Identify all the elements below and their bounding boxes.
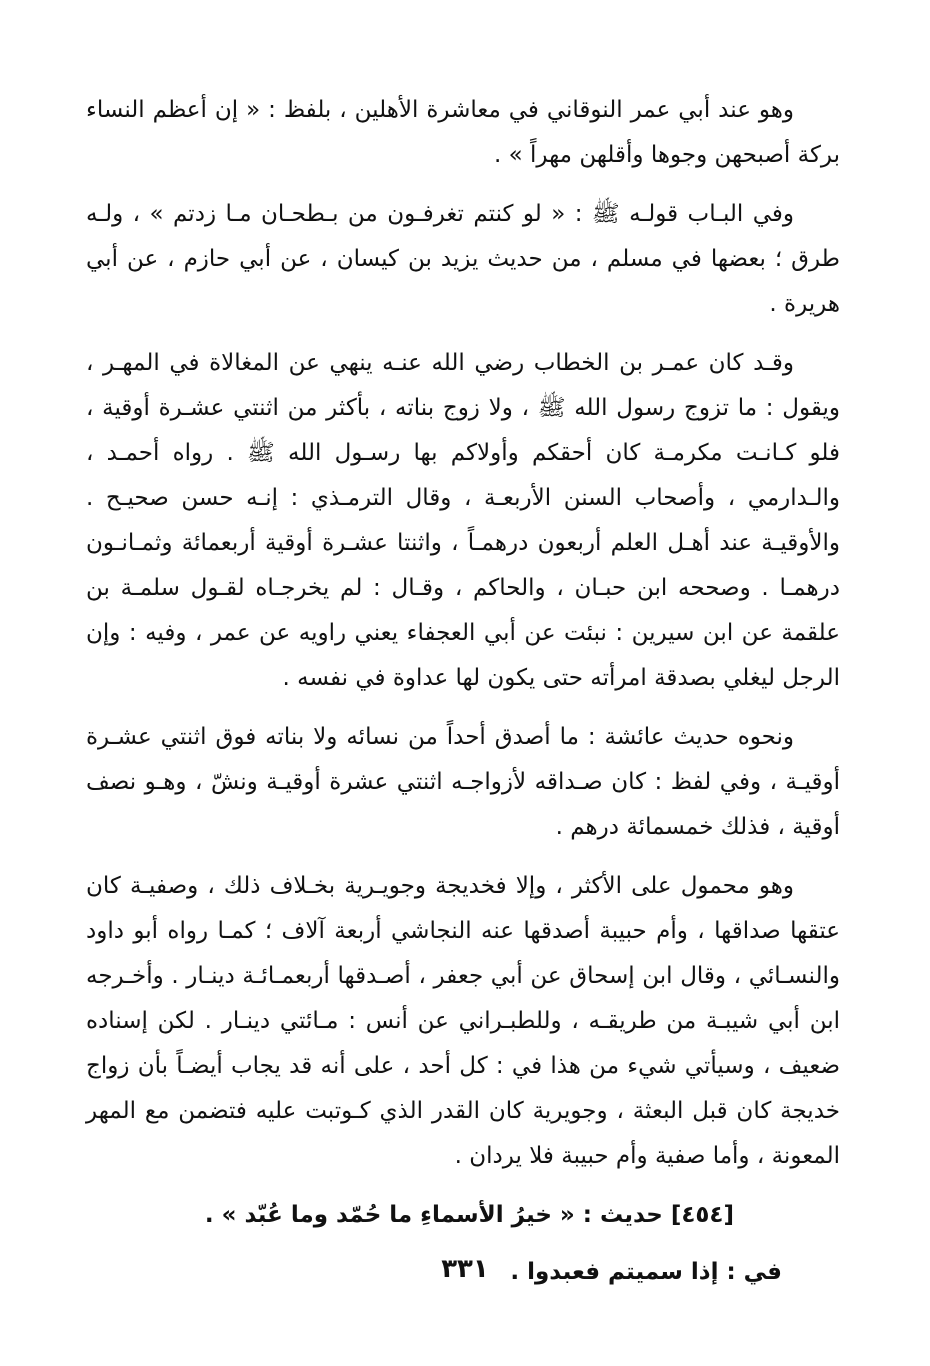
page-body [0,88,930,1295]
hadith-heading: [٤٥٤] حديث : « خيرُ الأسماءِ ما حُمّد وما عُبّد » . [204,1202,734,1228]
paragraph-4: ونحوه حديث عائشة : ما أصدق أحداً من نسائه ولا بناته فوق اثنتي عشـرة أوقيـة ، وفي لفظ : كان صـداقه لأزواجـه اثنتي عشرة أوقيـة ونشّ ، وهـو نصف أوقية ، فذلك خمسمائة درهم . [86,724,840,840]
paragraph-5: وهو محمول على الأكثر ، وإلا فخديجة وجويـرية بخـلاف ذلك ، وصفيـة كان عتقها صداقها ، وأم حبيبة أصدقها عنه النجاشي أربعة آلاف ؛ كمـا رواه أبو داود والنسـائي ، وقال ابن إسحاق عن أبي جعفر ، أصـدقها أربعمـائـة دينـار . وأخـرجه ابن أبي شيبـة من طريقـه ، وللطبـراني عن أنس : مـائتي دينـار . لكن إسناده ضعيف ، وسيأتي شيء من هذا في : كل أحد ، على أنه قد يجاب أيضـاً بأن زواج خديجة كان قبل البعثة ، وجويرية كان القدر الذي كـوتبت عليه فتضمن مع المهر المعونة ، وأما صفية وأم حبيبة فلا يردان . [86,873,840,1169]
reference-line: في : إذا سميتم فعبدوا . [510,1259,782,1285]
paragraph-2: وفي البـاب قولـه ﷺ : « لو كنتم تغرفـون من بـطحـان مـا زدتم » ، ولـه طرق ؛ بعضها في مسلم ، من حديث يزيد بن كيسان ، عن أبي حازم ، عن أبي هريرة . [86,201,840,317]
page-number: ٣٣١ [441,1254,489,1284]
paragraph-3: وقـد كان عمـر بن الخطاب رضي الله عنـه ينهي عن المغالاة في المهـر ، ويقول : ما تزوج رسول الله ﷺ ، ولا زوج بناته ، بأكثر من اثنتي عشـرة أوقية ، فلو كـانـت مكرمـة كان أحقكم وأولاكم بها رسـول الله ﷺ . رواه أحمـد ، والـدارمي ، وأصحاب السنن الأربعـة ، وقال الترمـذي : إنـه حسن صحيـح . والأوقيـة عند أهـل العلم أربعون درهمـاً ، واثنتا عشـرة أوقية أربعمائة وثمـانـون درهمـا . وصححه ابن حبـان ، والحاكم ، وقـال : لم يخرجـاه لقـول سلمـة بن علقمة عن ابن سيرين : نبئت عن أبي العجفاء يعني راويه عن عمر ، وفيه : وإن الرجل ليغلي بصدقة امرأته حتى يكون لها عداوة في نفسه . [86,350,840,691]
paragraph-1: وهو عند أبي عمر النوقاني في معاشرة الأهلين ، بلفظ : « إن أعظم النساء بركة أصبحهن وجوها وأقلهن مهراً » . [86,97,840,168]
